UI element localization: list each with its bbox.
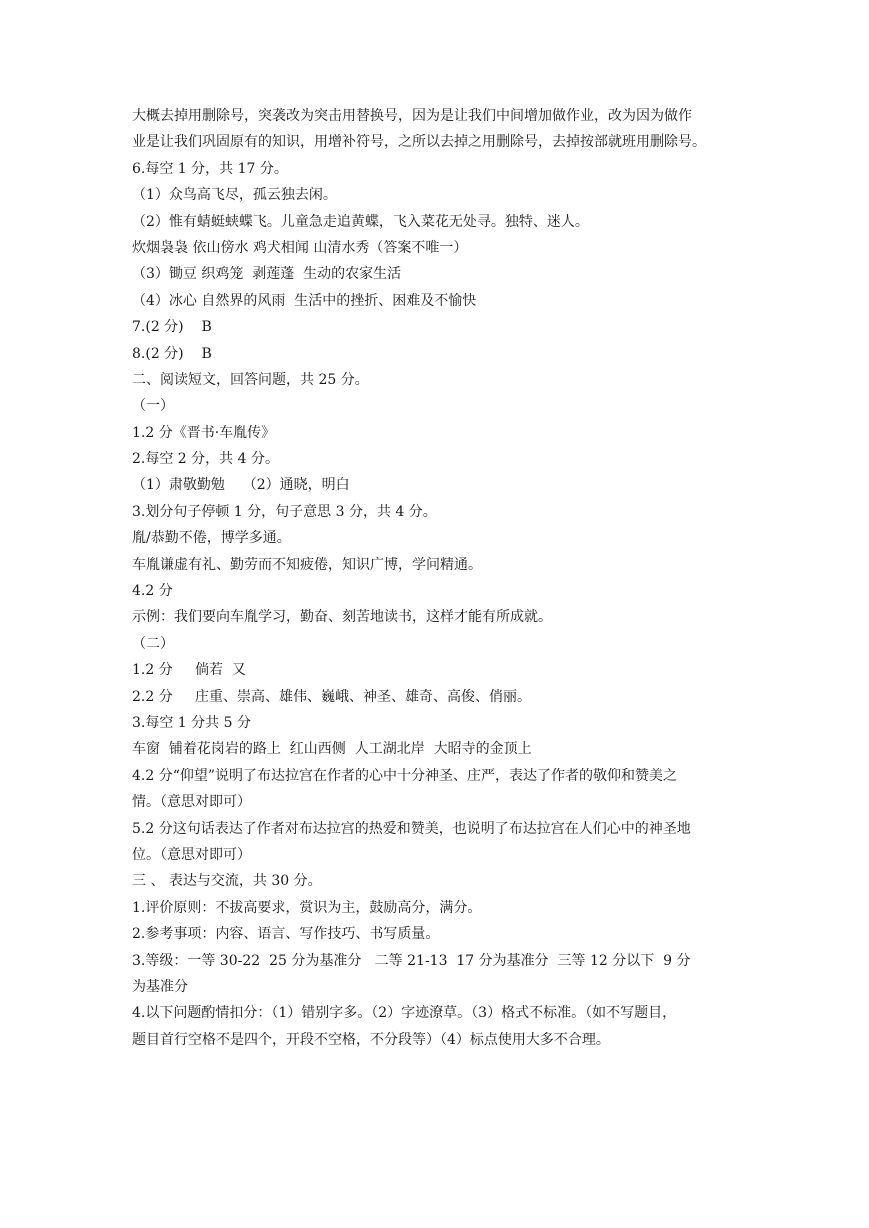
- text-line: 情。（意思对即可）: [132, 794, 251, 811]
- text-line: 4.以下问题酌情扣分：（1）错别字多。（2）字迹潦草。（3）格式不标准。（如不写题目，: [132, 1005, 677, 1022]
- text-line: 1.评价原则：不拔高要求，赏识为主，鼓励高分，满分。: [132, 899, 482, 916]
- text-line: 车胤谦虚有礼、勤劳而不知疲倦，知识广博，学问精通。: [132, 556, 482, 573]
- text-line: （1）众鸟高飞尽，孤云独去闲。: [132, 187, 337, 204]
- text-line: 1.2 分《晋书·车胤传》: [132, 424, 276, 441]
- text-line: （1）肃敬勤勉 （2）通晓，明白: [132, 477, 350, 494]
- text-line: 大概去掉用删除号，突袭改为突击用替换号，因为是让我们中间增加做作业，改为因为做作: [132, 108, 692, 124]
- text-line: 4.2 分“仰望”说明了布达拉宫在作者的心中十分神圣、庄严，表达了作者的敬仰和赞美之: [132, 767, 678, 784]
- text-line: 3.划分句子停顿 1 分，句子意思 3 分，共 4 分。: [132, 503, 437, 520]
- section-heading: 三 、 表达与交流，共 30 分。: [132, 873, 322, 890]
- text-line: 2.2 分 庄重、崇高、雄伟、巍峨、神圣、雄奇、高俊、俏丽。: [132, 688, 531, 705]
- text-line: 示例：我们要向车胤学习，勤奋、刻苦地读书，这样才能有所成就。: [132, 609, 552, 626]
- text-line: 车窗 铺着花岗岩的路上 红山西侧 人工湖北岸 大昭寺的金顶上: [132, 741, 532, 758]
- text-line: 2.参考事项：内容、语言、写作技巧、书写质量。: [132, 926, 440, 943]
- subsection-heading: （二）: [132, 635, 174, 652]
- text-line: 3.等级：一等 30-22 25 分为基准分 二等 21-13 17 分为基准分 三等 12 分以下 9 分: [132, 952, 691, 969]
- text-line: 1.2 分 倘若 又: [132, 662, 246, 679]
- text-line: 6.每空 1 分，共 17 分。: [132, 160, 288, 177]
- text-line: 2.每空 2 分，共 4 分。: [132, 451, 279, 468]
- text-line: 题目首行空格不是四个，开段不空格，不分段等）（4）标点使用大多不合理。: [132, 1031, 610, 1048]
- text-line: 为基准分: [132, 978, 188, 995]
- text-line: 7.(2 分) B: [132, 319, 212, 336]
- text-line: （2）惟有蜻蜓蛱蝶飞。儿童急走追黄蝶，飞入菜花无处寻。独特、迷人。: [132, 213, 589, 230]
- text-line: 4.2 分: [132, 583, 173, 600]
- text-line: 位。（意思对即可）: [132, 846, 251, 863]
- text-line: 3.每空 1 分共 5 分: [132, 714, 251, 731]
- answer-key-text: [132, 103, 744, 1053]
- section-heading: 二、阅读短文，回答问题，共 25 分。: [132, 371, 369, 388]
- text-line: （3）锄豆 织鸡笼 剥莲蓬 生动的农家生活: [132, 266, 402, 283]
- text-line: （4）冰心 自然界的风雨 生活中的挫折、困难及不愉快: [132, 292, 477, 309]
- text-line: 炊烟袅袅 依山傍水 鸡犬相闻 山清水秀（答案不唯一）: [132, 239, 468, 256]
- text-line: 5.2 分这句话表达了作者对布达拉宫的热爱和赞美，也说明了布达拉宫在人们心中的神圣地: [132, 820, 691, 837]
- subsection-heading: （一）: [132, 398, 174, 415]
- text-line: 8.(2 分) B: [132, 345, 212, 362]
- text-line: 业是让我们巩固原有的知识，用增补符号，之所以去掉之用删除号，去掉按部就班用删除号。: [132, 134, 706, 151]
- text-line: 胤/恭勤不倦，博学多通。: [132, 530, 291, 547]
